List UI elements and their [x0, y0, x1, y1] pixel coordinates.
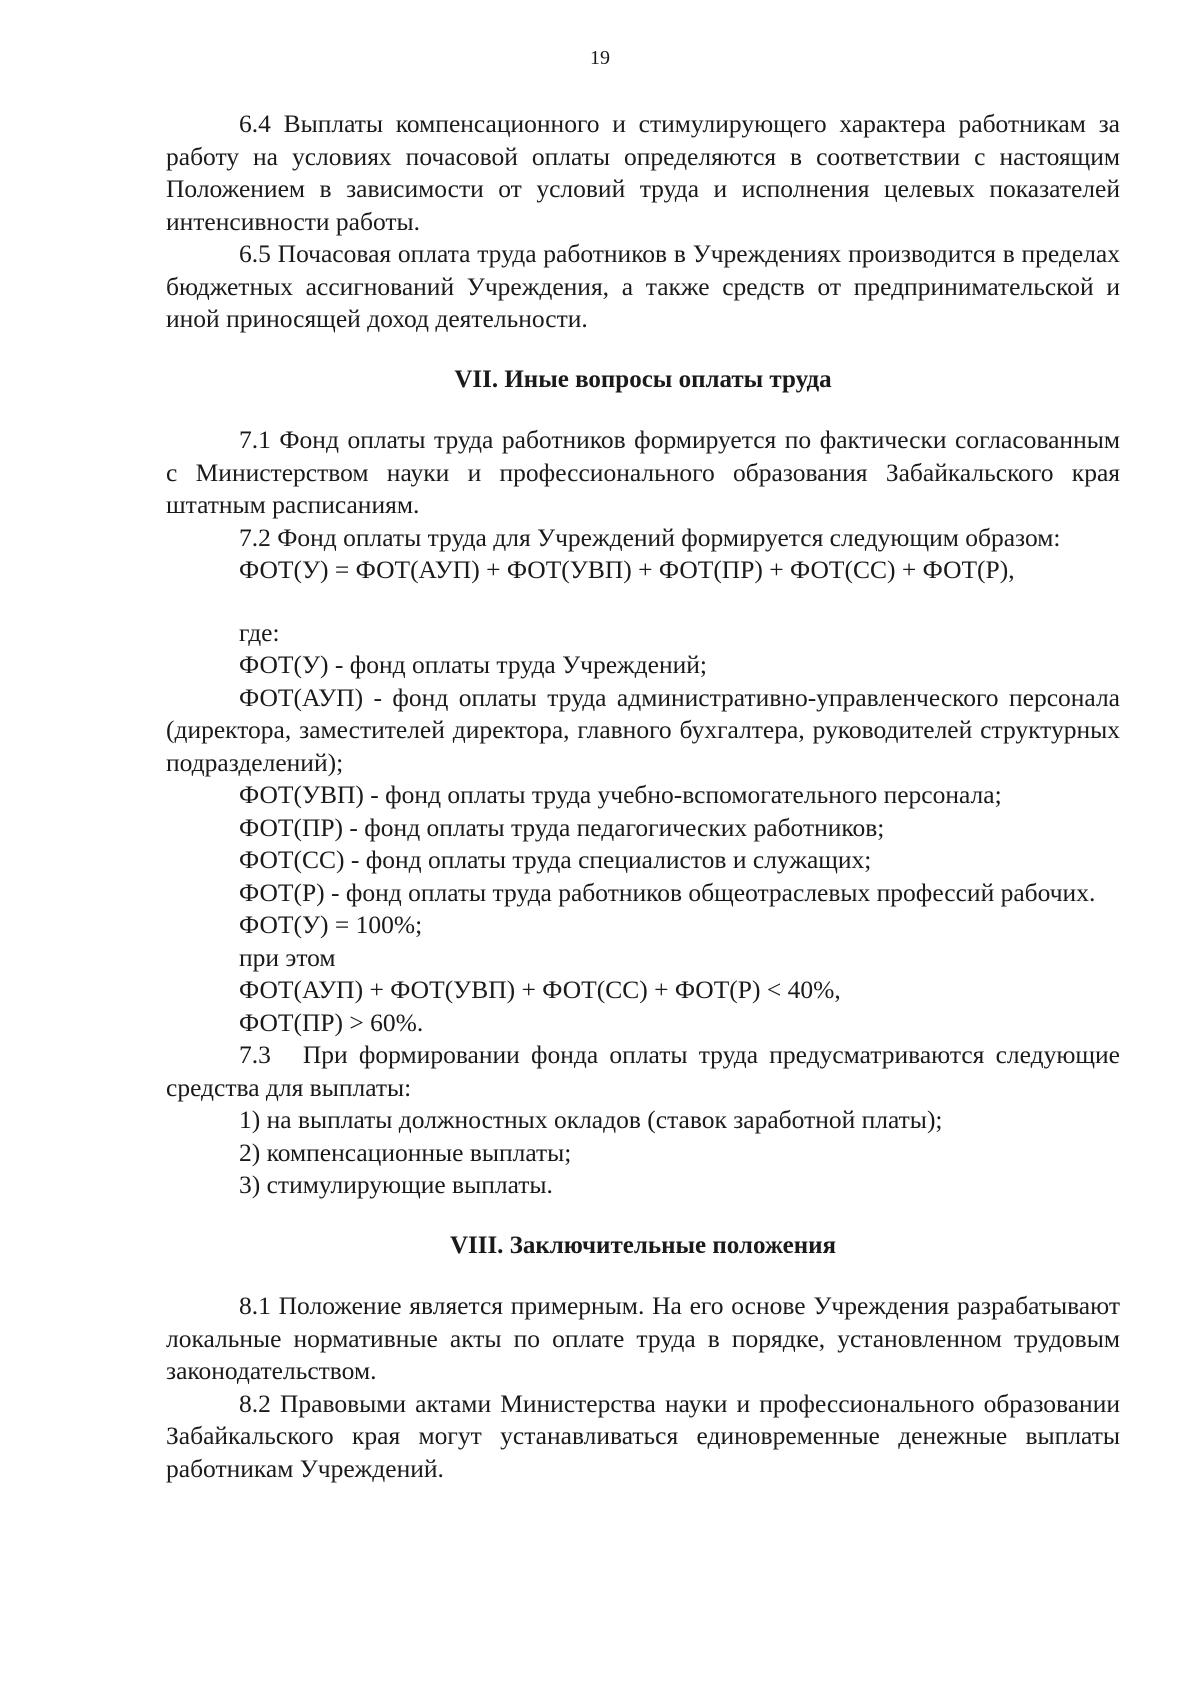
definition-fot-aup: ФОТ(АУП) - фонд оплаты труда административно-управленческого персонала (директора, заместителей директора, главного бухгалтера, руководителей структурных подразделений); — [166, 682, 1120, 777]
paragraph-7-1: 7.1 Фонд оплаты труда работников формируется по фактически согласованным с Министерством науки и профессионального образования Забайкальского края штатным расписаниям. — [166, 425, 1120, 519]
section-heading-8: VIII. Заключительные положения — [449, 1231, 837, 1259]
paragraph-7-3 — [166, 1039, 1120, 1104]
definition-fot-pr: ФОТ(ПР) - фонд оплаты труда педагогических работников; — [239, 812, 885, 842]
paragraph-6-5: 6.5 Почасовая оплата труда работников в Учреждениях производится в пределах бюджетных ассигнований Учреждения, а также средств от предпринимательской и иной приносящей доход деятельности. — [166, 239, 1120, 333]
pri-etom-label: при этом — [239, 942, 336, 972]
list-item-1: 1) на выплаты должностных окладов (ставок заработной платы); — [239, 1105, 943, 1134]
definition-fot-uvp: ФОТ(УВП) - фонд оплаты труда учебно-вспомогательного персонала; — [239, 780, 1002, 809]
constraint-2: ФОТ(ПР) > 60%. — [239, 1007, 424, 1037]
fot-u-total: ФОТ(У) = 100%; — [239, 910, 423, 939]
constraint-1: ФОТ(АУП) + ФОТ(УВП) + ФОТ(СС) + ФОТ(Р) < 40%, — [239, 975, 841, 1004]
definition-fot-r: ФОТ(Р) - фонд оплаты труда работников общеотраслевых профессий рабочих. — [239, 877, 1096, 907]
definition-fot-u: ФОТ(У) - фонд оплаты труда Учреждений; — [239, 650, 707, 679]
list-item-2: 2) компенсационные выплаты; — [239, 1137, 572, 1167]
paragraph-6-4: 6.4 Выплаты компенсационного и стимулирующего характера работникам за работу на условиях почасовой оплаты определяются в соответствии с настоящим Положением в зависимости от условий труда и исполнения целевых показателей интенсивности работы. — [166, 109, 1120, 236]
page-number: 19 — [590, 47, 610, 69]
where-label: где: — [239, 617, 280, 647]
paragraph-8-1: 8.1 Положение является примерным. На его основе Учреждения разрабатывают локальные нормативные акты по оплате труда в порядке, установленном трудовым законодательством. — [166, 1291, 1120, 1385]
list-item-3: 3) стимулирующие выплаты. — [239, 1170, 553, 1199]
formula-main: ФОТ(У) = ФОТ(АУП) + ФОТ(УВП) + ФОТ(ПР) + ФОТ(СС) + ФОТ(Р), — [239, 555, 1015, 584]
paragraph-7-2: 7.2 Фонд оплаты труда для Учреждений формируется следующим образом: — [239, 522, 1061, 552]
paragraph-7-3-text: При формировании фонда оплаты труда предусматриваются следующие средства для выплаты: — [166, 1040, 1120, 1102]
paragraph-7-3-number: 7.3 — [239, 1040, 271, 1069]
paragraph-8-2: 8.2 Правовыми актами Министерства науки и профессионального образовании Забайкальского края могут устанавливаться единовременные денежные выплаты работникам Учреждений. — [166, 1388, 1120, 1483]
document-body — [166, 108, 1120, 1485]
definition-fot-ss: ФОТ(СС) - фонд оплаты труда специалистов и служащих; — [239, 845, 872, 874]
section-heading-7: VII. Иные вопросы оплаты труда — [454, 365, 832, 393]
